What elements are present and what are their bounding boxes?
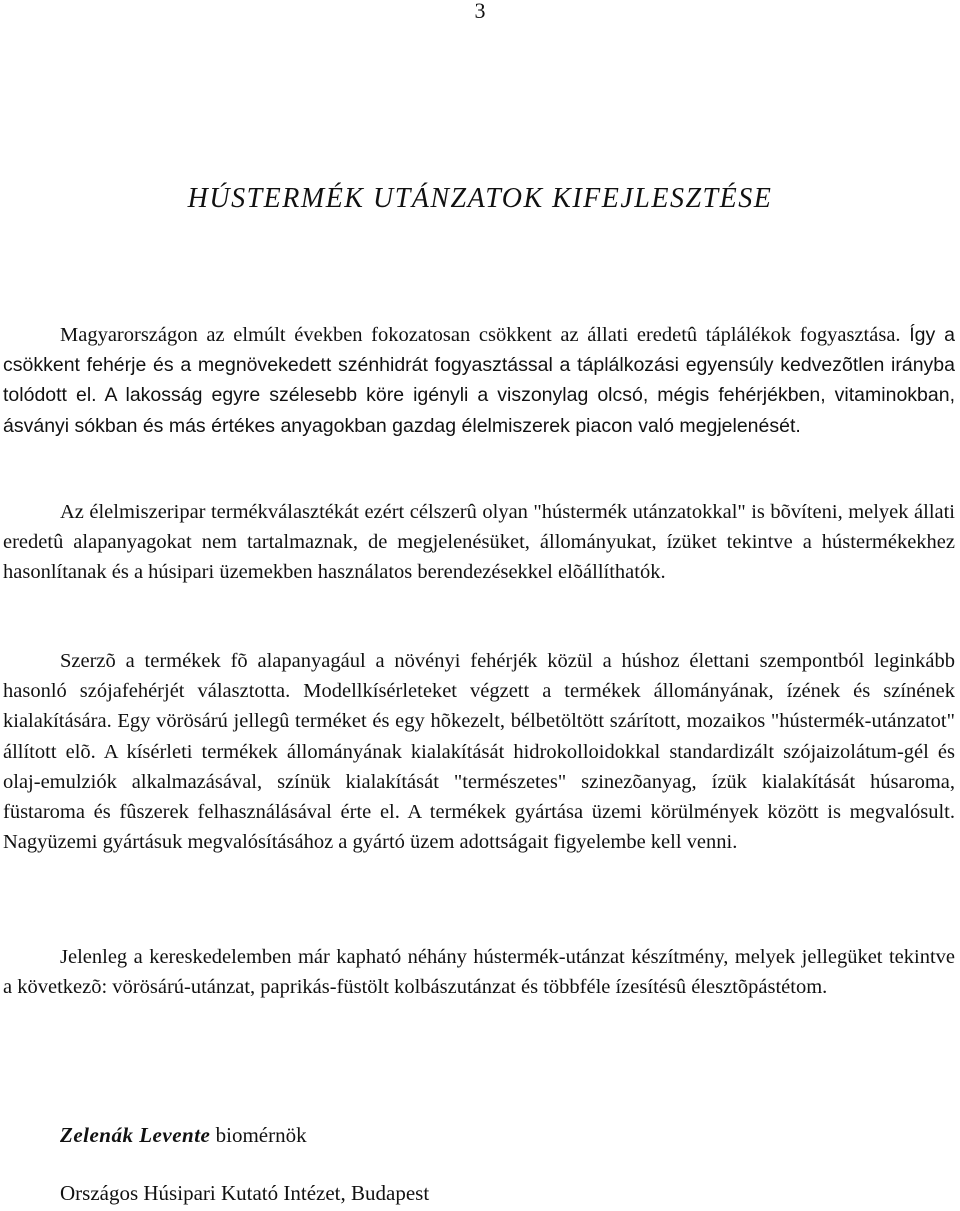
document-title: HÚSTERMÉK UTÁNZATOK KIFEJLESZTÉSE [187, 183, 773, 214]
paragraph-intro-lead: Magyarországon az elmúlt években fokozatosan csökkent az állati eredetû táplálékok fogyasztása. [60, 324, 910, 346]
author-line [60, 1123, 307, 1148]
author-name: Zelenák Levente [60, 1123, 211, 1147]
paragraph-food-industry: Az élelmiszeripar termékválasztékát ezért célszerû olyan "hústermék utánzatokkal" is bõvíteni, melyek állati eredetû alapanyagokat nem tartalmaznak, de megjelenésüket, állományukat, ízüket tekintve a hústermékekhez hasonlítanak és a húsipari üzemekben használatos berendezésekkel elõállíthatók. [3, 501, 955, 584]
author-role: biomérnök [210, 1123, 307, 1147]
paragraph-intro-rest: Így a csökkent fehérje és a megnövekedett szénhidrát fogyasztással a táplálkozási egyensúly kedvezõtlen irányba tolódott el. A lakosság egyre szélesebb köre igényli a viszonylag olcsó, mégis fehérjékben, vitaminokban, ásványi sókban és más értékes anyagokban gazdag élelmiszerek piacon való megjelenését. [3, 324, 955, 437]
paragraph-research: Szerzõ a termékek fõ alapanyagául a növényi fehérjék közül a húshoz élettani szempontból leginkább hasonló szójafehérjét választotta. Modellkísérleteket végzett a termékek állományának, ízének és színének kialakítására. Egy vörösárú jellegû terméket és egy hõkezelt, bélbetöltött szárított, mozaikos "hústermék-utánzatot" állított elõ. A kísérleti termékek állományának kialakítását hidrokolloidokkal standardizált szójaizolátum-gél és olaj-emulziók alkalmazásával, színük kialakítását "természetes" szinezõanyag, ízük kialakítását húsaroma, füstaroma és fûszerek felhasználásával érte el. A termékek gyártása üzemi körülmények között is megvalósult. Nagyüzemi gyártásuk megvalósításához a gyártó üzem adottságait figyelembe kell venni. [3, 650, 955, 854]
paragraph-market: Jelenleg a kereskedelemben már kapható néhány hústermék-utánzat készítmény, melyek jellegüket tekintve a következõ: vörösárú-utánzat, paprikás-füstölt kolbászutánzat és többféle ízesítésû élesztõpástétom. [3, 946, 955, 999]
institute-line: Országos Húsipari Kutató Intézet, Budapest [60, 1181, 430, 1205]
page-number: 3 [474, 0, 486, 23]
paragraph-intro [3, 320, 955, 441]
